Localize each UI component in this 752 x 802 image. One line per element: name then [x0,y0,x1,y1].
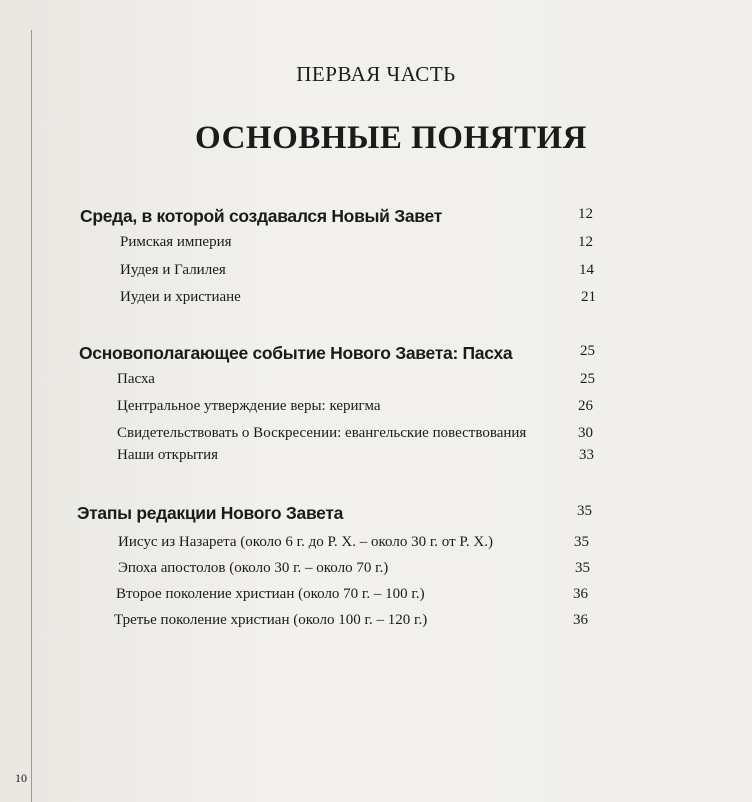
item-label: Иудея и Галилея [120,262,226,278]
toc-item [0,371,752,393]
item-page: 12 [578,234,593,250]
section-title: Основополагающее событие Нового Завета: Пасха [79,343,513,363]
section-title: Этапы редакции Нового Завета [77,503,344,523]
item-page: 35 [575,560,590,576]
main-title: ОСНОВНЫЕ ПОНЯТИЯ [195,120,587,156]
toc-item [0,289,752,311]
section-page: 35 [577,503,592,519]
item-label: Наши открытия [117,447,219,463]
toc-section-heading [0,503,752,525]
item-page: 30 [578,425,593,441]
item-label: Иудеи и христиане [120,289,241,305]
item-label: Свидетельствовать о Воскресении: евангельские повествования [117,425,527,441]
item-label: Пасха [117,371,155,387]
item-label: Центральное утверждение веры: керигма [117,398,381,414]
item-page: 35 [574,534,589,550]
item-page: 36 [573,612,588,628]
toc-item [0,586,752,608]
item-page: 36 [573,586,588,602]
item-page: 26 [578,398,593,414]
toc-section-heading [0,206,752,228]
toc-item [0,447,752,469]
toc-item [0,560,752,582]
item-page: 21 [581,289,596,305]
item-label: Римская империя [120,234,232,250]
item-page: 25 [580,371,595,387]
item-label: Третье поколение христиан (около 100 г. – 120 г.) [114,612,428,628]
section-title: Среда, в которой создавался Новый Завет [80,206,442,226]
section-page: 12 [578,206,593,222]
toc-item [0,398,752,420]
toc-item [0,612,752,634]
page-number: 10 [15,771,27,785]
toc-item [0,262,752,284]
item-label: Эпоха апостолов (около 30 г. – около 70 г.) [118,560,389,576]
item-label: Иисус из Назарета (около 6 г. до Р. Х. – около 30 г. от Р. Х.) [118,534,493,550]
toc-section-heading [0,343,752,365]
item-page: 14 [579,262,594,278]
toc-item [0,534,752,556]
toc-item [0,234,752,256]
toc-item [0,425,752,447]
item-label: Второе поколение христиан (около 70 г. – 100 г.) [116,586,425,602]
part-title: ПЕРВАЯ ЧАСТЬ [296,62,456,86]
section-page: 25 [580,343,595,359]
item-page: 33 [579,447,594,463]
